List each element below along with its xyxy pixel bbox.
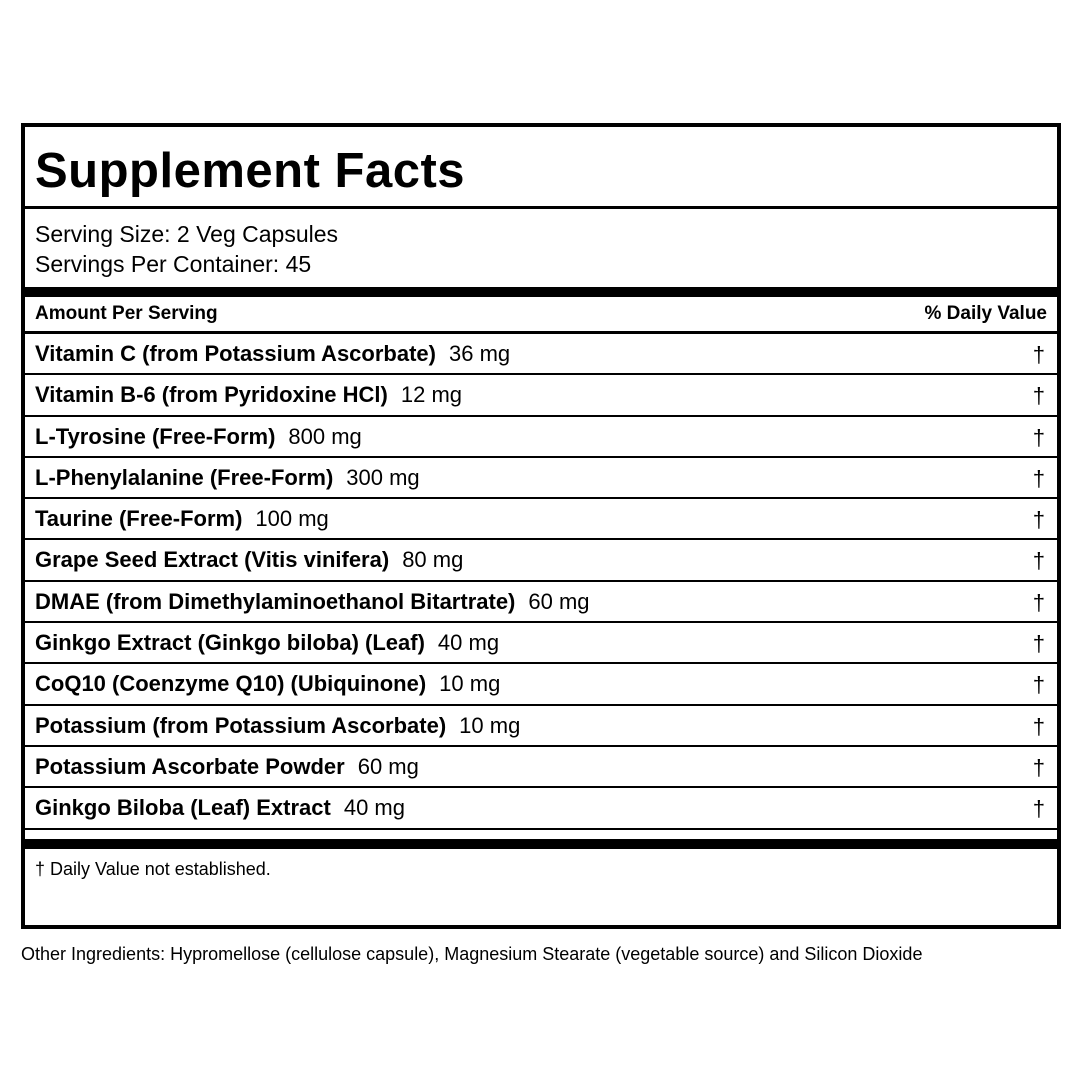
daily-value-dagger: † [1032, 796, 1045, 822]
panel-title: Supplement Facts [35, 144, 466, 198]
title-divider [25, 206, 1057, 209]
servings-per-container: Servings Per Container: 45 [35, 251, 312, 277]
ingredient-row [25, 623, 1057, 664]
ingredient-name: Potassium (from Potassium Ascorbate) [35, 712, 447, 738]
daily-value-dagger: † [1032, 424, 1045, 450]
ingredient-name: Ginkgo Biloba (Leaf) Extract [35, 795, 331, 821]
ingredient-name: L-Phenylalanine (Free-Form) [35, 464, 334, 490]
ingredient-amount: 60 mg [528, 588, 590, 614]
amount-per-serving-header: Amount Per Serving [35, 303, 218, 324]
thick-divider-bottom [25, 839, 1057, 849]
ingredient-text [35, 423, 362, 451]
ingredient-text [35, 588, 590, 616]
ingredient-name: Vitamin C (from Potassium Ascorbate) [35, 341, 436, 366]
ingredient-name: Taurine (Free-Form) [35, 506, 243, 532]
ingredient-row [25, 540, 1057, 581]
ingredient-row [25, 375, 1057, 416]
ingredient-amount: 100 mg [255, 506, 329, 532]
daily-value-dagger: † [1032, 548, 1045, 574]
daily-value-dagger: † [1032, 754, 1045, 780]
daily-value-dagger: † [1032, 631, 1045, 657]
serving-size: Serving Size: 2 Veg Capsules [35, 221, 339, 247]
ingredient-text [35, 340, 510, 368]
footnote: † Daily Value not established. [35, 859, 271, 879]
ingredient-amount: 10 mg [459, 712, 521, 738]
ingredient-amount: 10 mg [439, 671, 501, 697]
ingredient-amount: 60 mg [357, 753, 419, 779]
ingredient-text [35, 794, 405, 822]
ingredient-row [25, 706, 1057, 747]
daily-value-dagger: † [1032, 589, 1045, 615]
ingredient-name: L-Tyrosine (Free-Form) [35, 423, 276, 449]
other-ingredients: Other Ingredients: Hypromellose (cellulose capsule), Magnesium Stearate (vegetable source) and Silicon Dioxide [21, 944, 923, 964]
ingredient-amount: 40 mg [343, 795, 405, 821]
thick-divider-top [25, 287, 1057, 297]
ingredient-amount: 12 mg [400, 382, 463, 408]
ingredient-text [35, 712, 520, 740]
ingredient-row [25, 664, 1057, 705]
daily-value-dagger: † [1032, 383, 1045, 409]
ingredient-row [25, 334, 1057, 375]
ingredient-row [25, 788, 1057, 829]
daily-value-dagger: † [1032, 713, 1045, 739]
ingredient-text [35, 381, 462, 409]
ingredient-list [25, 334, 1057, 830]
ingredient-name: Ginkgo Extract (Ginkgo biloba) (Leaf) [35, 630, 425, 656]
ingredient-row [25, 499, 1057, 540]
ingredient-row [25, 458, 1057, 499]
ingredient-amount: 40 mg [437, 630, 500, 656]
ingredient-text [35, 505, 329, 533]
ingredient-row [25, 582, 1057, 623]
daily-value-dagger: † [1032, 672, 1045, 698]
ingredient-name: DMAE (from Dimethylaminoethanol Bitartrate) [35, 588, 516, 614]
daily-value-header: % Daily Value [924, 303, 1047, 324]
ingredient-name: CoQ10 (Coenzyme Q10) (Ubiquinone) [35, 671, 427, 697]
daily-value-dagger: † [1032, 507, 1045, 533]
ingredient-text [35, 629, 499, 657]
daily-value-dagger: † [1032, 342, 1045, 367]
ingredient-text [35, 464, 420, 492]
ingredient-amount: 36 mg [448, 341, 511, 366]
ingredient-name: Grape Seed Extract (Vitis vinifera) [35, 547, 390, 573]
ingredient-row [25, 747, 1057, 788]
daily-value-dagger: † [1032, 465, 1045, 491]
ingredient-name: Potassium Ascorbate Powder [35, 753, 345, 779]
ingredient-amount: 80 mg [402, 547, 464, 573]
ingredient-amount: 300 mg [346, 464, 420, 490]
ingredient-name: Vitamin B-6 (from Pyridoxine HCl) [35, 382, 388, 408]
ingredient-amount: 800 mg [288, 423, 362, 449]
ingredient-text [35, 546, 463, 574]
ingredient-text [35, 670, 500, 698]
supplement-facts-panel [21, 123, 1061, 929]
ingredient-row [25, 417, 1057, 458]
ingredient-text [35, 753, 419, 781]
